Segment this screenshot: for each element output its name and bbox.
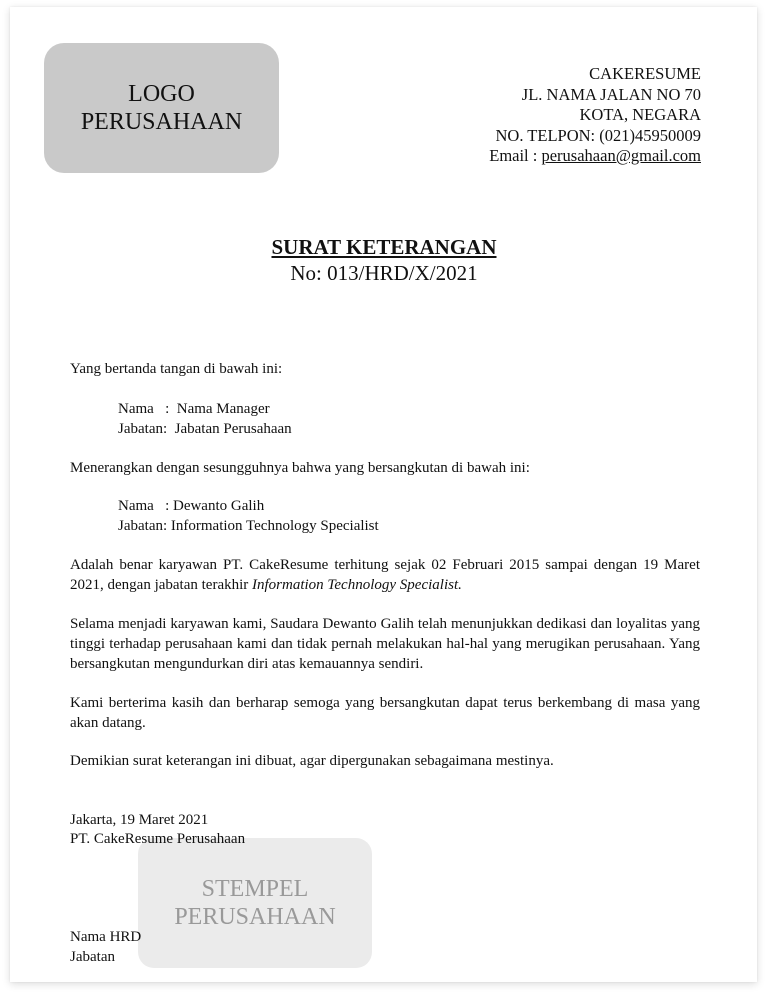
company-address-block [489, 64, 701, 167]
email-link[interactable]: perusahaan@gmail.com [541, 146, 701, 165]
intro-text: Yang bertanda tangan di bawah ini: [70, 361, 283, 377]
signer-details [118, 399, 292, 439]
signer-position-row: Jabatan: Jabatan Perusahaan [118, 421, 292, 437]
email-label: Email : [489, 146, 542, 165]
company-address: JL. NAMA JALAN NO 70 [521, 84, 701, 104]
employee-position-row: Jabatan: Information Technology Specialist [118, 518, 379, 534]
last-position-italic: Information Technology Specialist. [252, 577, 462, 593]
logo-line-2: PERUSAHAAN [80, 109, 243, 135]
letter-heading [0, 234, 768, 286]
employee-details [118, 496, 379, 536]
statement-text: Menerangkan dengan sesungguhnya bahwa yang bersangkutan di bawah ini: [70, 460, 530, 476]
employee-name-row: Nama : Dewanto Galih [118, 498, 265, 514]
signer-name-row: Nama : Nama Manager [118, 401, 270, 417]
logo-line-1: LOGO [128, 81, 195, 107]
company-email-row [489, 146, 701, 167]
letter-number: No: 013/HRD/X/2021 [290, 261, 478, 285]
company-phone: NO. TELPON: (021)45950009 [495, 125, 701, 145]
company-city: KOTA, NEGARA [579, 105, 701, 124]
employment-text: Adalah benar karyawan PT. CakeResume terhitung sejak 02 Februari 2015 sampai dengan 19 Maret 2021, dengan jabatan terakhir [70, 557, 700, 593]
company-logo-placeholder [44, 43, 279, 173]
stamp-line-2: PERUSAHAAN [174, 904, 336, 930]
employment-paragraph [70, 555, 700, 595]
hr-position: Jabatan [70, 949, 115, 965]
closing-paragraph: Demikian surat keterangan ini dibuat, agar dipergunakan sebagaimana mestinya. [70, 753, 554, 769]
letter-title: SURAT KETERANGAN [271, 235, 497, 259]
hr-name: Nama HRD [70, 929, 142, 945]
company-stamp-placeholder [138, 838, 372, 968]
stamp-line-1: STEMPEL [201, 876, 309, 902]
dedication-paragraph: Selama menjadi karyawan kami, Saudara Dewanto Galih telah menunjukkan dedikasi dan loyalitas yang tinggi terhadap perusahaan kami dan tidak pernah melakukan hal-hal yang merugikan perusahaan. Yang bersangkutan mengundurkan diri atas kemauannya sendiri. [70, 616, 700, 672]
company-name: CAKERESUME [589, 64, 701, 83]
signature-place-date: Jakarta, 19 Maret 2021 [70, 812, 209, 828]
signature-company: PT. CakeResume Perusahaan [70, 831, 246, 847]
thanks-paragraph: Kami berterima kasih dan berharap semoga yang bersangkutan dapat terus berkembang di masa yang akan datang. [70, 695, 700, 731]
